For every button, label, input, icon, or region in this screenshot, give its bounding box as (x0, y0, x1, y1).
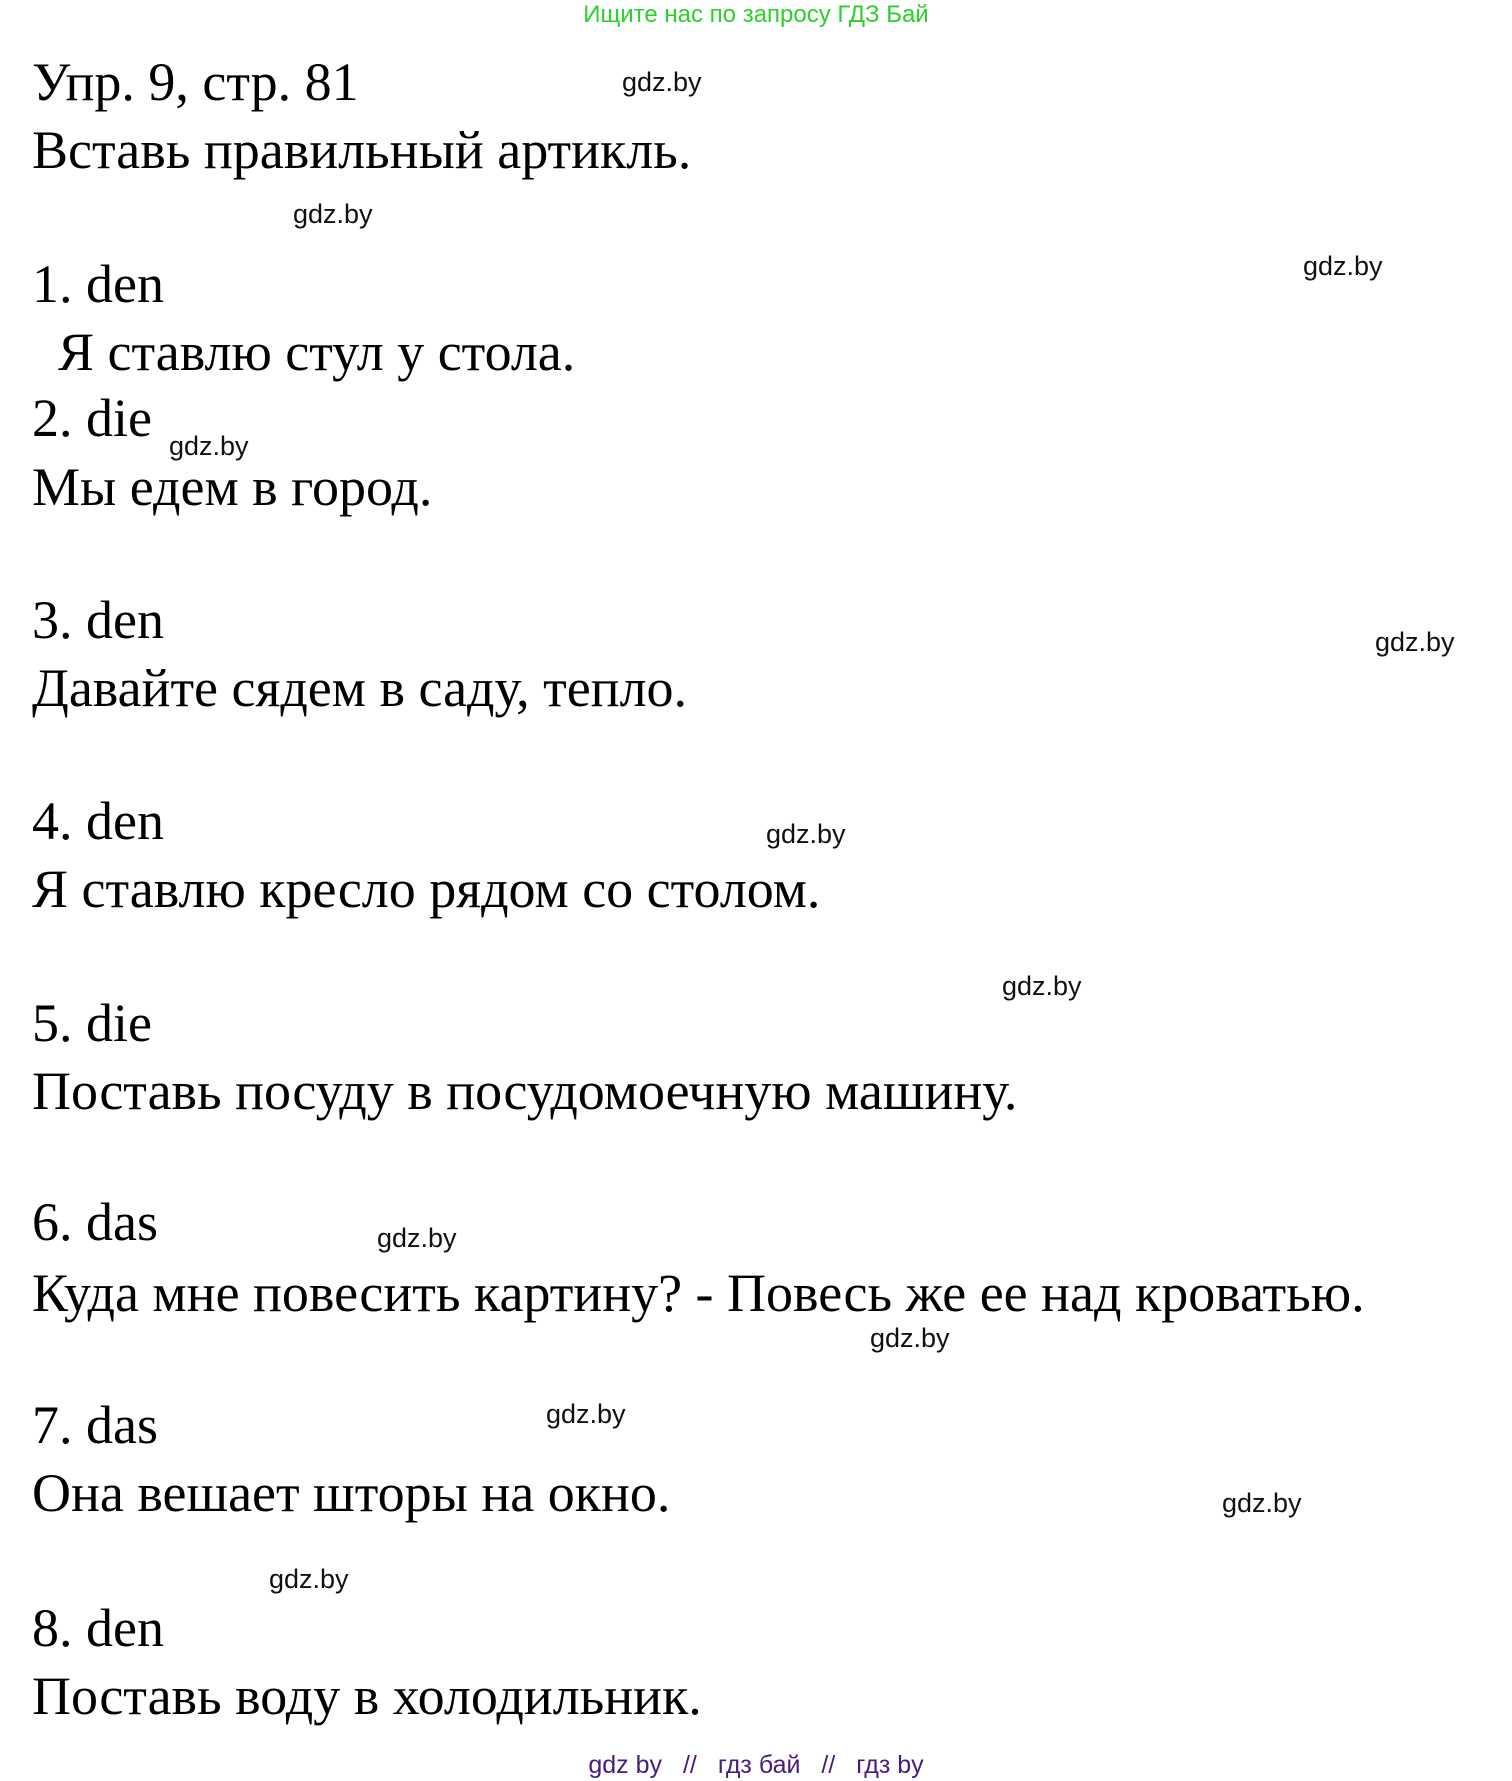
footer-separator: // (682, 1751, 697, 1779)
watermark: gdz.by (1303, 251, 1383, 281)
footer-links (0, 1749, 1512, 1781)
answer-sentence-8: Поставь воду в холодильник. (32, 1666, 702, 1726)
footer-link-gdz-by-cyr[interactable]: гдз by (856, 1751, 924, 1779)
watermark: gdz.by (622, 67, 702, 97)
watermark: gdz.by (546, 1399, 626, 1429)
footer-link-gdz-bai[interactable]: гдз бай (717, 1751, 801, 1779)
watermark: gdz.by (377, 1223, 457, 1253)
watermark: gdz.by (766, 819, 846, 849)
watermark: gdz.by (1002, 971, 1082, 1001)
footer-separator: // (821, 1751, 836, 1779)
answer-label-6: 6. das (32, 1192, 158, 1252)
answer-label-8: 8. den (32, 1598, 164, 1658)
answer-sentence-5: Поставь посуду в посудомоечную машину. (32, 1061, 1018, 1121)
search-hint-banner: Ищите нас по запросу ГДЗ Бай (583, 1, 929, 28)
answer-label-5: 5. die (32, 993, 152, 1053)
footer-link-gdz-by[interactable]: gdz by (588, 1751, 663, 1779)
answer-label-4: 4. den (32, 791, 164, 851)
watermark: gdz.by (870, 1323, 950, 1353)
answer-label-3: 3. den (32, 590, 164, 650)
watermark: gdz.by (1222, 1488, 1302, 1518)
answer-label-7: 7. das (32, 1395, 158, 1455)
page-title: Упр. 9, стр. 81 (32, 52, 359, 112)
watermark: gdz.by (293, 199, 373, 229)
watermark: gdz.by (269, 1564, 349, 1594)
answer-sentence-4: Я ставлю кресло рядом со столом. (32, 859, 821, 919)
answer-sentence-6: Куда мне повесить картину? - Повесь же ее над кроватью. (32, 1263, 1365, 1323)
answer-sentence-2: Мы едем в город. (32, 457, 433, 517)
answer-sentence-1: Я ставлю стул у стола. (58, 322, 576, 382)
answer-label-2: 2. die (32, 388, 152, 448)
instruction-text: Вставь правильный артикль. (32, 120, 692, 180)
answer-sentence-7: Она вешает шторы на окно. (32, 1463, 671, 1523)
watermark: gdz.by (169, 431, 249, 461)
answer-sentence-3: Давайте сядем в саду, тепло. (32, 658, 688, 718)
watermark: gdz.by (1375, 627, 1455, 657)
answer-label-1: 1. den (32, 254, 164, 314)
